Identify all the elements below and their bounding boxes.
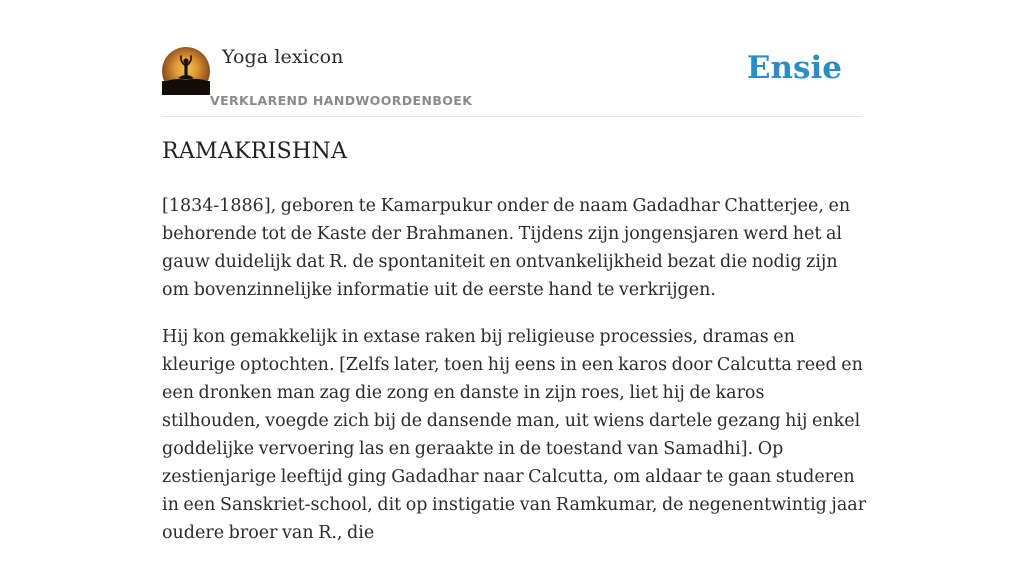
entry-paragraph: [1834-1886], geboren te Kamarpukur onder de naam Gadadhar Chatterjee, en behorende tot de Kaste der Brahmanen. Tijdens zijn jongensjaren werd het al gauw duidelijk dat R. de spontaniteit en ontvankelijkheid bezat die nodig zijn om bovenzinnelijke informatie uit de eerste hand te verkrijgen.	[162, 196, 851, 300]
lexicon-avatar[interactable]	[162, 47, 210, 95]
site-title[interactable]: Yoga lexicon	[222, 46, 344, 68]
entry-paragraph: Hij kon gemakkelijk in extase raken bij religieuse processies, dramas en kleurige optochten. [Zelfs later, toen hij eens in een karos door Calcutta reed en een dronken man zag die zong en danste in zijn roes, liet hij de karos stilhouden, voegde zich bij de dansende man, uit wiens dartele gezang hij enkel goddelijke vervoering las en geraakte in de toestand van Samadhi]. Op zestienjarige leeftijd ging Gadadhar naar Calcutta, om aldaar te gaan studeren in een Sanskriet-school, dit op instigatie van Ramkumar, de negenentwintig jaar oudere broer van R., die	[162, 327, 867, 543]
entry-body	[162, 192, 867, 566]
meditation-silhouette-icon	[162, 47, 210, 95]
site-subtitle: VERKLAREND HANDWOORDENBOEK	[210, 93, 473, 108]
site-header	[162, 42, 862, 117]
ensie-logo-link[interactable]: Ensie	[746, 50, 842, 86]
entry-title: RAMAKRISHNA	[162, 139, 348, 164]
